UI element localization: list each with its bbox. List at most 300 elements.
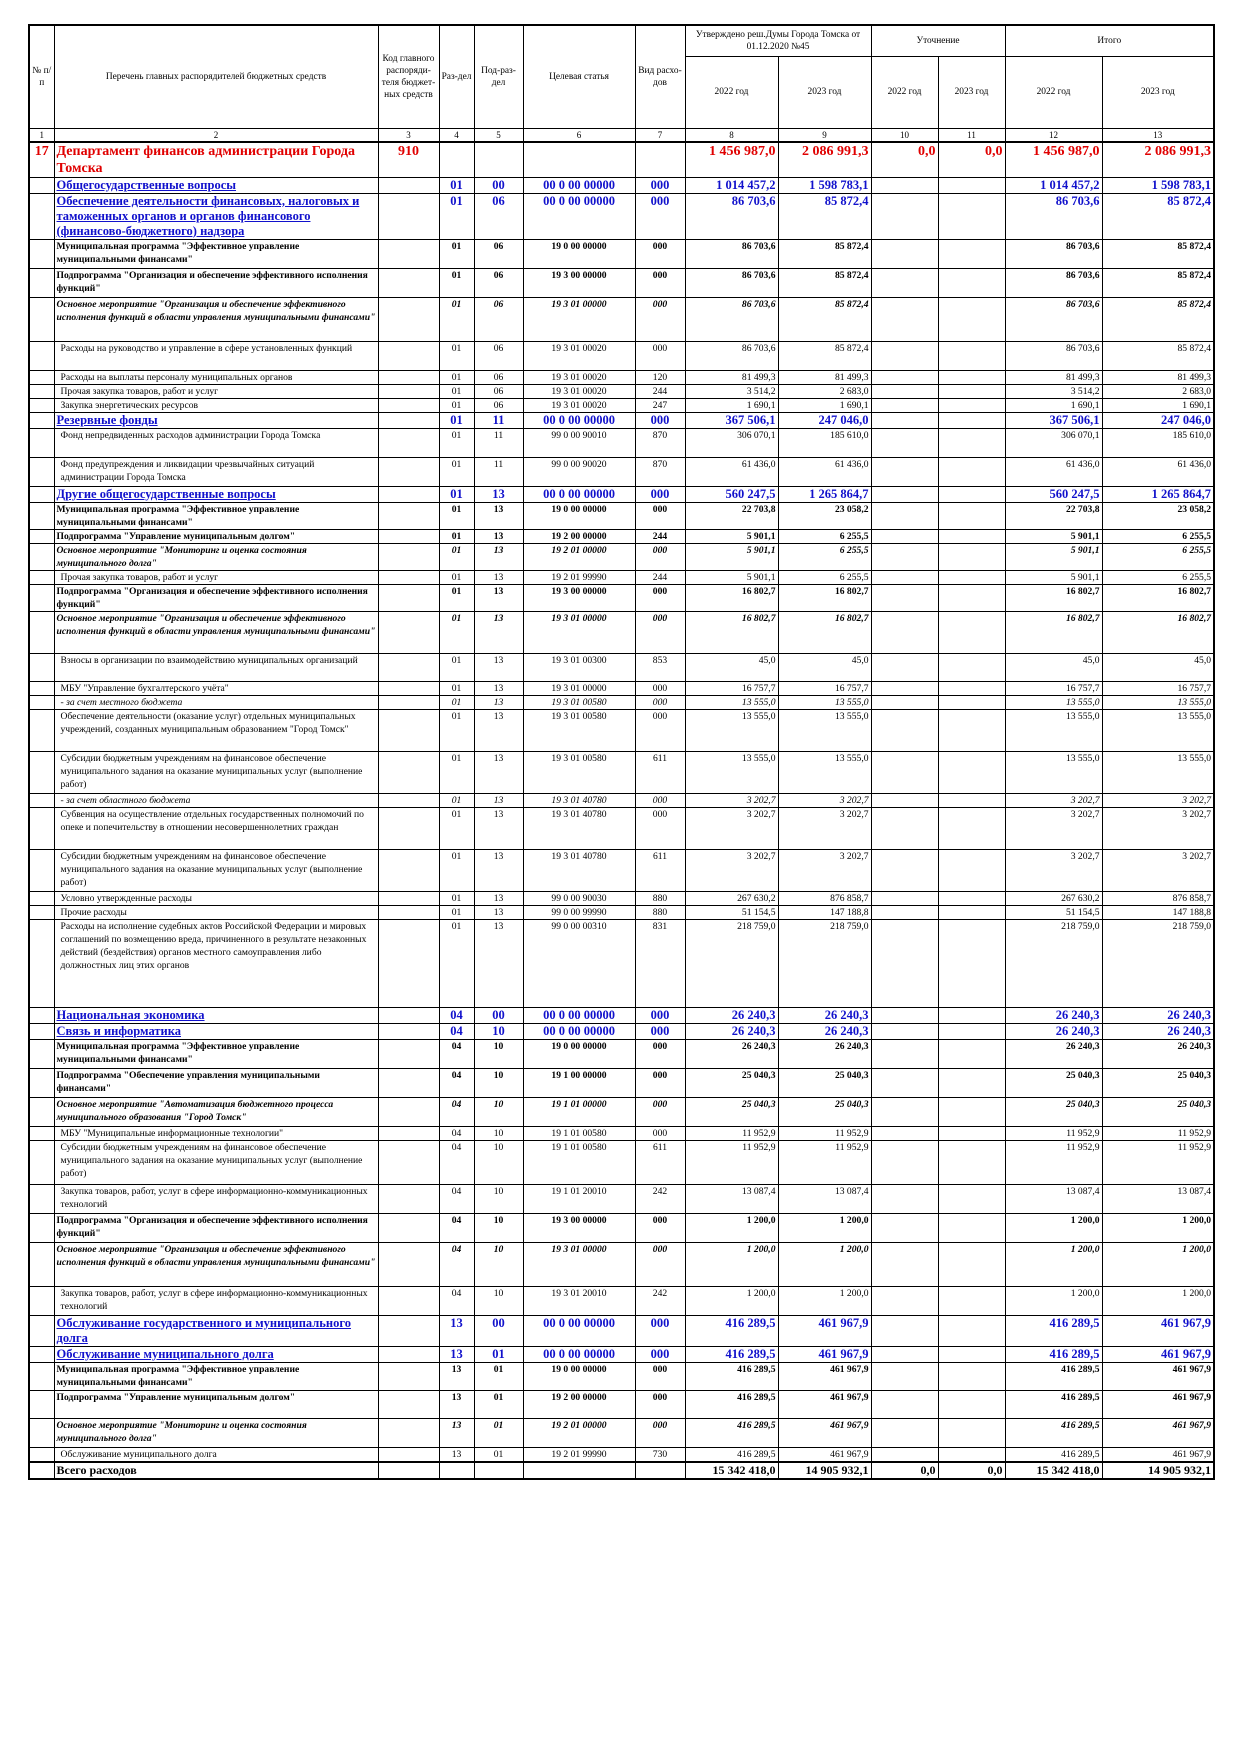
row-target-cell: 19 3 01 00580 (523, 709, 635, 751)
row-total-2023-cell: 11 952,9 (1102, 1140, 1214, 1184)
row-num-cell (29, 919, 54, 1007)
row-podrazdel-cell: 13 (474, 793, 523, 807)
row-name-cell: Фонд непредвиденных расходов администрации Города Томска (54, 428, 378, 457)
table-row (29, 370, 1214, 384)
row-approved-2022-cell: 26 240,3 (685, 1007, 778, 1023)
row-code-cell (378, 905, 439, 919)
row-podrazdel-cell: 00 (474, 1007, 523, 1023)
row-clarif-2022-cell (871, 412, 938, 428)
table-row (29, 919, 1214, 1007)
row-clarif-2023-cell (938, 653, 1005, 681)
table-row (29, 751, 1214, 793)
row-target-cell: 19 0 00 00000 (523, 502, 635, 529)
row-target-cell: 19 3 01 00580 (523, 695, 635, 709)
row-approved-2022-cell: 1 200,0 (685, 1286, 778, 1315)
row-approved-2022-cell: 13 555,0 (685, 751, 778, 793)
row-num-cell (29, 384, 54, 398)
row-total-2023-cell: 1 200,0 (1102, 1242, 1214, 1286)
row-approved-2022-cell: 86 703,6 (685, 193, 778, 239)
row-total-2022-cell: 267 630,2 (1005, 891, 1102, 905)
row-podrazdel-cell: 06 (474, 384, 523, 398)
table-row (29, 709, 1214, 751)
row-num-cell: 17 (29, 142, 54, 178)
row-code-cell (378, 611, 439, 653)
header-total-2023: 2023 год (1102, 56, 1214, 128)
row-razdel-cell: 01 (439, 529, 474, 543)
row-total-2022-cell: 1 200,0 (1005, 1286, 1102, 1315)
row-total-2023-cell: 218 759,0 (1102, 919, 1214, 1007)
row-num-cell (29, 1462, 54, 1479)
row-total-2022-cell: 25 040,3 (1005, 1068, 1102, 1097)
row-code-cell (378, 384, 439, 398)
header-name: Перечень главных распорядителей бюджетных средств (54, 25, 378, 128)
row-clarif-2022-cell (871, 1213, 938, 1242)
row-vid-cell: 000 (635, 177, 685, 193)
table-row (29, 681, 1214, 695)
row-code-cell (378, 428, 439, 457)
row-target-cell: 19 2 00 00000 (523, 529, 635, 543)
row-target-cell: 00 0 00 00000 (523, 193, 635, 239)
row-total-2022-cell: 306 070,1 (1005, 428, 1102, 457)
row-clarif-2023-cell (938, 1184, 1005, 1213)
row-name-cell: Подпрограмма "Обеспечение управления муниципальными финансами" (54, 1068, 378, 1097)
col-number: 11 (938, 128, 1005, 142)
row-approved-2023-cell: 25 040,3 (778, 1097, 871, 1126)
header-podrazdel: Под-раз-дел (474, 25, 523, 128)
row-total-2022-cell: 51 154,5 (1005, 905, 1102, 919)
row-target-cell: 19 3 01 00000 (523, 681, 635, 695)
row-num-cell (29, 398, 54, 412)
row-clarif-2022-cell (871, 1097, 938, 1126)
row-approved-2023-cell: 147 188,8 (778, 905, 871, 919)
row-razdel-cell: 04 (439, 1039, 474, 1068)
row-total-2022-cell: 22 703,8 (1005, 502, 1102, 529)
row-target-cell: 19 0 00 00000 (523, 239, 635, 268)
row-razdel-cell: 13 (439, 1362, 474, 1390)
row-clarif-2022-cell: 0,0 (871, 1462, 938, 1479)
row-clarif-2023-cell (938, 1346, 1005, 1362)
row-clarif-2023-cell (938, 681, 1005, 695)
row-name-cell: Всего расходов (54, 1462, 378, 1479)
row-approved-2023-cell: 81 499,3 (778, 370, 871, 384)
row-num-cell (29, 1213, 54, 1242)
row-clarif-2022-cell (871, 398, 938, 412)
header-num: № п/п (29, 25, 54, 128)
row-total-2022-cell: 16 802,7 (1005, 611, 1102, 653)
row-approved-2023-cell: 61 436,0 (778, 457, 871, 486)
row-approved-2022-cell: 416 289,5 (685, 1447, 778, 1462)
row-clarif-2023-cell (938, 268, 1005, 297)
row-code-cell (378, 177, 439, 193)
row-num-cell (29, 1418, 54, 1447)
row-approved-2022-cell: 416 289,5 (685, 1418, 778, 1447)
row-razdel-cell: 01 (439, 681, 474, 695)
row-clarif-2023-cell (938, 1007, 1005, 1023)
row-approved-2023-cell: 2 086 991,3 (778, 142, 871, 178)
row-total-2022-cell: 11 952,9 (1005, 1126, 1102, 1140)
row-total-2023-cell: 61 436,0 (1102, 457, 1214, 486)
row-vid-cell: 000 (635, 1346, 685, 1362)
col-number: 8 (685, 128, 778, 142)
row-num-cell (29, 793, 54, 807)
table-row (29, 1184, 1214, 1213)
row-clarif-2022-cell (871, 370, 938, 384)
row-num-cell (29, 1184, 54, 1213)
row-clarif-2022-cell (871, 1126, 938, 1140)
row-clarif-2022-cell (871, 807, 938, 849)
row-vid-cell: 000 (635, 1068, 685, 1097)
row-name-cell: Муниципальная программа "Эффективное управление муниципальными финансами" (54, 502, 378, 529)
row-num-cell (29, 1126, 54, 1140)
row-clarif-2022-cell (871, 384, 938, 398)
row-razdel-cell: 01 (439, 695, 474, 709)
row-podrazdel-cell: 06 (474, 193, 523, 239)
row-approved-2023-cell: 13 087,4 (778, 1184, 871, 1213)
row-razdel-cell: 01 (439, 177, 474, 193)
row-code-cell (378, 398, 439, 412)
table-row (29, 891, 1214, 905)
row-approved-2023-cell: 6 255,5 (778, 543, 871, 570)
row-approved-2023-cell: 876 858,7 (778, 891, 871, 905)
row-approved-2022-cell: 13 555,0 (685, 695, 778, 709)
row-name-cell: Другие общегосударственные вопросы (54, 486, 378, 502)
row-clarif-2022-cell (871, 529, 938, 543)
row-code-cell (378, 849, 439, 891)
row-clarif-2023-cell: 0,0 (938, 142, 1005, 178)
row-clarif-2022-cell (871, 1068, 938, 1097)
row-clarif-2023-cell (938, 428, 1005, 457)
row-clarif-2023-cell (938, 1447, 1005, 1462)
row-target-cell: 19 3 01 00580 (523, 751, 635, 793)
row-total-2022-cell: 86 703,6 (1005, 297, 1102, 341)
row-name-cell: Расходы на выплаты персоналу муниципальных органов (54, 370, 378, 384)
col-number: 13 (1102, 128, 1214, 142)
row-total-2023-cell: 23 058,2 (1102, 502, 1214, 529)
row-podrazdel-cell: 13 (474, 570, 523, 584)
row-vid-cell: 000 (635, 1390, 685, 1418)
row-num-cell (29, 905, 54, 919)
row-code-cell (378, 268, 439, 297)
header-target: Целевая статья (523, 25, 635, 128)
row-podrazdel-cell: 13 (474, 584, 523, 611)
row-approved-2023-cell: 3 202,7 (778, 849, 871, 891)
row-clarif-2022-cell (871, 1346, 938, 1362)
row-num-cell (29, 1039, 54, 1068)
row-total-2022-cell: 15 342 418,0 (1005, 1462, 1102, 1479)
row-code-cell (378, 457, 439, 486)
row-target-cell: 19 1 01 00580 (523, 1140, 635, 1184)
row-target-cell: 19 3 01 40780 (523, 807, 635, 849)
row-num-cell (29, 1447, 54, 1462)
row-total-2022-cell: 86 703,6 (1005, 268, 1102, 297)
row-vid-cell: 000 (635, 486, 685, 502)
row-name-cell: - за счет областного бюджета (54, 793, 378, 807)
row-clarif-2023-cell (938, 1315, 1005, 1346)
row-total-2022-cell: 1 200,0 (1005, 1213, 1102, 1242)
row-code-cell (378, 1023, 439, 1039)
row-code-cell (378, 751, 439, 793)
row-num-cell (29, 849, 54, 891)
row-num-cell (29, 486, 54, 502)
row-approved-2023-cell: 85 872,4 (778, 268, 871, 297)
row-clarif-2022-cell (871, 1362, 938, 1390)
row-razdel-cell: 01 (439, 751, 474, 793)
col-number: 9 (778, 128, 871, 142)
table-row (29, 807, 1214, 849)
row-approved-2022-cell: 416 289,5 (685, 1346, 778, 1362)
row-name-cell: Муниципальная программа "Эффективное управление муниципальными финансами" (54, 1362, 378, 1390)
row-approved-2023-cell: 185 610,0 (778, 428, 871, 457)
row-num-cell (29, 193, 54, 239)
row-approved-2023-cell: 11 952,9 (778, 1140, 871, 1184)
row-name-cell: Национальная экономика (54, 1007, 378, 1023)
row-name-cell: Основное мероприятие "Организация и обеспечение эффективного исполнения функций в области управления муниципальными финансами" (54, 297, 378, 341)
row-total-2023-cell: 26 240,3 (1102, 1039, 1214, 1068)
row-clarif-2022-cell (871, 751, 938, 793)
table-row (29, 653, 1214, 681)
table-row (29, 793, 1214, 807)
row-clarif-2022-cell (871, 1023, 938, 1039)
row-approved-2022-cell: 16 802,7 (685, 611, 778, 653)
row-podrazdel-cell: 13 (474, 709, 523, 751)
row-vid-cell: 000 (635, 239, 685, 268)
row-name-cell: Условно утвержденные расходы (54, 891, 378, 905)
row-podrazdel-cell: 00 (474, 1315, 523, 1346)
row-name-cell: Резервные фонды (54, 412, 378, 428)
row-target-cell (523, 142, 635, 178)
row-clarif-2023-cell (938, 239, 1005, 268)
row-vid-cell: 244 (635, 570, 685, 584)
row-total-2022-cell: 416 289,5 (1005, 1418, 1102, 1447)
row-target-cell: 19 3 01 00020 (523, 341, 635, 370)
row-total-2023-cell: 461 967,9 (1102, 1447, 1214, 1462)
row-razdel-cell (439, 1462, 474, 1479)
row-target-cell: 00 0 00 00000 (523, 1315, 635, 1346)
row-code-cell (378, 193, 439, 239)
row-num-cell (29, 1362, 54, 1390)
row-code-cell: 910 (378, 142, 439, 178)
row-num-cell (29, 177, 54, 193)
row-podrazdel-cell: 06 (474, 370, 523, 384)
row-total-2022-cell: 5 901,1 (1005, 570, 1102, 584)
header-approved-2023: 2023 год (778, 56, 871, 128)
row-total-2023-cell: 85 872,4 (1102, 239, 1214, 268)
row-clarif-2023-cell (938, 457, 1005, 486)
row-razdel-cell: 01 (439, 709, 474, 751)
row-code-cell (378, 1418, 439, 1447)
row-razdel-cell: 01 (439, 412, 474, 428)
row-approved-2023-cell: 3 202,7 (778, 807, 871, 849)
row-podrazdel-cell (474, 1462, 523, 1479)
table-row (29, 486, 1214, 502)
table-row (29, 412, 1214, 428)
row-name-cell: МБУ "Муниципальные информационные технологии" (54, 1126, 378, 1140)
row-num-cell (29, 543, 54, 570)
row-target-cell: 19 3 00 00000 (523, 1213, 635, 1242)
row-total-2022-cell: 26 240,3 (1005, 1007, 1102, 1023)
row-clarif-2023-cell (938, 751, 1005, 793)
row-total-2022-cell: 3 514,2 (1005, 384, 1102, 398)
row-target-cell: 00 0 00 00000 (523, 177, 635, 193)
row-clarif-2023-cell (938, 611, 1005, 653)
row-clarif-2022-cell (871, 1039, 938, 1068)
row-vid-cell: 611 (635, 751, 685, 793)
row-approved-2022-cell: 25 040,3 (685, 1068, 778, 1097)
row-vid-cell: 244 (635, 529, 685, 543)
row-clarif-2023-cell (938, 502, 1005, 529)
table-row (29, 177, 1214, 193)
row-name-cell: Муниципальная программа "Эффективное управление муниципальными финансами" (54, 1039, 378, 1068)
row-clarif-2022-cell (871, 193, 938, 239)
row-clarif-2023-cell (938, 709, 1005, 751)
row-target-cell: 19 1 00 00000 (523, 1068, 635, 1097)
row-num-cell (29, 681, 54, 695)
row-name-cell: Основное мероприятие "Мониторинг и оценка состояния муниципального долга" (54, 543, 378, 570)
table-row (29, 142, 1214, 178)
row-total-2022-cell: 5 901,1 (1005, 543, 1102, 570)
row-clarif-2022-cell (871, 1140, 938, 1184)
row-clarif-2022-cell (871, 709, 938, 751)
row-num-cell (29, 370, 54, 384)
row-razdel-cell: 01 (439, 849, 474, 891)
row-approved-2022-cell: 1 014 457,2 (685, 177, 778, 193)
table-row (29, 1390, 1214, 1418)
header-code: Код главного распоряди-теля бюджет-ных средств (378, 25, 439, 128)
row-total-2023-cell: 2 086 991,3 (1102, 142, 1214, 178)
row-approved-2022-cell: 22 703,8 (685, 502, 778, 529)
budget-table (28, 24, 1215, 1480)
row-total-2022-cell: 560 247,5 (1005, 486, 1102, 502)
row-approved-2023-cell: 247 046,0 (778, 412, 871, 428)
row-approved-2022-cell: 560 247,5 (685, 486, 778, 502)
row-vid-cell: 000 (635, 793, 685, 807)
row-razdel-cell: 04 (439, 1184, 474, 1213)
row-clarif-2022-cell (871, 695, 938, 709)
table-row (29, 1447, 1214, 1462)
row-razdel-cell: 01 (439, 268, 474, 297)
row-approved-2023-cell: 26 240,3 (778, 1039, 871, 1068)
row-total-2022-cell: 1 690,1 (1005, 398, 1102, 412)
row-approved-2022-cell: 1 200,0 (685, 1213, 778, 1242)
row-approved-2022-cell: 5 901,1 (685, 543, 778, 570)
row-num-cell (29, 1140, 54, 1184)
row-name-cell: - за счет местного бюджета (54, 695, 378, 709)
row-name-cell: Закупка энергетических ресурсов (54, 398, 378, 412)
row-podrazdel-cell: 13 (474, 486, 523, 502)
row-podrazdel-cell: 13 (474, 807, 523, 849)
row-total-2023-cell: 876 858,7 (1102, 891, 1214, 905)
row-podrazdel-cell: 10 (474, 1126, 523, 1140)
row-clarif-2022-cell (871, 1418, 938, 1447)
row-vid-cell: 000 (635, 807, 685, 849)
row-code-cell (378, 1213, 439, 1242)
row-code-cell (378, 570, 439, 584)
table-row (29, 1242, 1214, 1286)
row-total-2023-cell: 1 598 783,1 (1102, 177, 1214, 193)
row-num-cell (29, 268, 54, 297)
row-total-2022-cell: 16 757,7 (1005, 681, 1102, 695)
row-razdel-cell: 04 (439, 1023, 474, 1039)
row-clarif-2022-cell (871, 297, 938, 341)
row-num-cell (29, 1346, 54, 1362)
header-approved: Утверждено реш.Думы Города Томска от 01.12.2020 №45 (685, 25, 871, 56)
row-vid-cell: 880 (635, 891, 685, 905)
row-target-cell: 00 0 00 00000 (523, 486, 635, 502)
row-vid-cell: 000 (635, 1126, 685, 1140)
row-podrazdel-cell: 10 (474, 1286, 523, 1315)
table-row (29, 193, 1214, 239)
row-approved-2022-cell: 1 456 987,0 (685, 142, 778, 178)
row-num-cell (29, 1390, 54, 1418)
row-clarif-2023-cell (938, 543, 1005, 570)
row-total-2023-cell: 25 040,3 (1102, 1068, 1214, 1097)
row-code-cell (378, 1362, 439, 1390)
row-approved-2022-cell: 306 070,1 (685, 428, 778, 457)
row-clarif-2022-cell (871, 793, 938, 807)
row-total-2023-cell: 13 087,4 (1102, 1184, 1214, 1213)
row-total-2022-cell: 26 240,3 (1005, 1039, 1102, 1068)
row-code-cell (378, 1242, 439, 1286)
row-total-2023-cell: 1 265 864,7 (1102, 486, 1214, 502)
row-total-2023-cell: 25 040,3 (1102, 1097, 1214, 1126)
row-total-2022-cell: 218 759,0 (1005, 919, 1102, 1007)
row-clarif-2023-cell (938, 807, 1005, 849)
row-code-cell (378, 695, 439, 709)
row-vid-cell: 000 (635, 1315, 685, 1346)
table-row (29, 529, 1214, 543)
row-total-2023-cell: 147 188,8 (1102, 905, 1214, 919)
row-clarif-2022-cell (871, 177, 938, 193)
row-name-cell: Закупка товаров, работ, услуг в сфере информационно-коммуникационных технологий (54, 1184, 378, 1213)
row-total-2023-cell: 247 046,0 (1102, 412, 1214, 428)
row-code-cell (378, 1315, 439, 1346)
row-code-cell (378, 1390, 439, 1418)
row-approved-2022-cell: 16 802,7 (685, 584, 778, 611)
row-name-cell: Связь и информатика (54, 1023, 378, 1039)
row-target-cell: 19 0 00 00000 (523, 1039, 635, 1068)
row-clarif-2022-cell (871, 486, 938, 502)
row-name-cell: Подпрограмма "Организация и обеспечение эффективного исполнения функций" (54, 1213, 378, 1242)
row-approved-2023-cell: 1 200,0 (778, 1242, 871, 1286)
row-target-cell: 19 3 01 40780 (523, 849, 635, 891)
row-name-cell: Муниципальная программа "Эффективное управление муниципальными финансами" (54, 239, 378, 268)
row-target-cell: 19 1 01 00580 (523, 1126, 635, 1140)
row-razdel-cell: 01 (439, 297, 474, 341)
row-podrazdel-cell: 10 (474, 1023, 523, 1039)
row-razdel-cell: 01 (439, 584, 474, 611)
table-row (29, 1097, 1214, 1126)
row-razdel-cell: 04 (439, 1126, 474, 1140)
row-razdel-cell: 04 (439, 1068, 474, 1097)
row-name-cell: Взносы в организации по взаимодействию муниципальных организаций (54, 653, 378, 681)
row-approved-2022-cell: 11 952,9 (685, 1140, 778, 1184)
row-podrazdel-cell: 13 (474, 611, 523, 653)
row-total-2023-cell: 461 967,9 (1102, 1362, 1214, 1390)
row-razdel-cell (439, 142, 474, 178)
row-clarif-2022-cell (871, 891, 938, 905)
table-row (29, 570, 1214, 584)
row-podrazdel-cell: 13 (474, 919, 523, 1007)
row-total-2022-cell: 13 555,0 (1005, 695, 1102, 709)
header-clarification: Уточнение (871, 25, 1005, 56)
row-clarif-2022-cell (871, 611, 938, 653)
row-total-2022-cell: 13 555,0 (1005, 751, 1102, 793)
row-total-2023-cell: 1 200,0 (1102, 1286, 1214, 1315)
row-vid-cell: 247 (635, 398, 685, 412)
row-approved-2022-cell: 81 499,3 (685, 370, 778, 384)
row-total-2022-cell: 25 040,3 (1005, 1097, 1102, 1126)
header-approved-2022: 2022 год (685, 56, 778, 128)
